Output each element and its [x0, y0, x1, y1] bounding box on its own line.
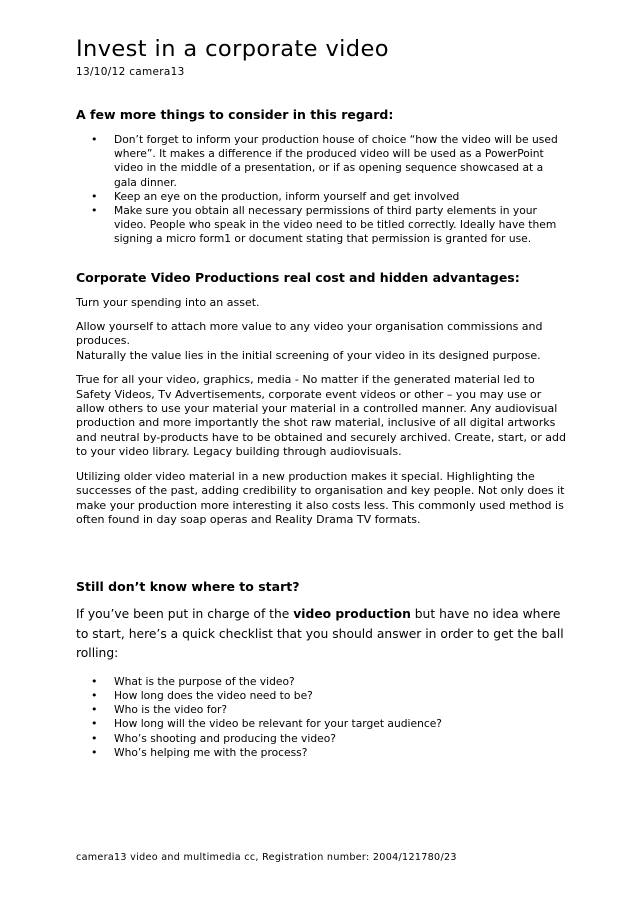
list-item: • Keep an eye on the production, inform yourself and get involved: [76, 190, 566, 204]
paragraph: Naturally the value lies in the initial screening of your video in its designed purpose.: [76, 348, 541, 362]
list-item: • Make sure you obtain all necessary permissions of third party elements in your video. People who speak in the video need to be titled correctly. Ideally have them signing a micro form1 or document stating that permission is granted for use.: [76, 204, 566, 247]
section-heading-costs: Corporate Video Productions real cost and hidden advantages:: [76, 269, 520, 285]
paragraph: [76, 605, 566, 664]
section-heading-start: Still don’t know where to start?: [76, 579, 300, 595]
list-item: • How long will the video be relevant for your target audience?: [76, 717, 566, 731]
paragraph: True for all your video, graphics, media - No matter if the generated material led to Safety Videos, Tv Advertisements, corporate event videos or other – you may use or allow others to use your material your material in a controlled manner. Any audiovisual production and more importantly the shot raw material, inclusive of all digital artworks and neutral by-products have to be obtained and securely archived. Create, start, or add to your video library. Legacy building through audiovisuals.: [76, 373, 566, 459]
list-item: • Who’s shooting and producing the video?: [76, 732, 566, 746]
checklist: [76, 675, 566, 760]
intro-bold-text: video production: [293, 607, 411, 622]
document-date-author: 13/10/12 camera13: [76, 66, 185, 78]
paragraph: Utilizing older video material in a new production makes it special. Highlighting the successes of the past, adding credibility to organisation and key people. Not only does it make your production more interesting it also costs less. This commonly used method is often found in day soap operas and Reality Drama TV formats.: [76, 469, 565, 526]
document-title: Invest in a corporate video: [76, 36, 389, 62]
list-item: • Don’t forget to inform your production house of choice “how the video will be used where”. It makes a difference if the produced video will be used as a PowerPoint video in the middle of a presentation, or if as opening sequence showcased at a gala dinner.: [76, 133, 566, 190]
page-footer: camera13 video and multimedia cc, Registration number: 2004/121780/23: [76, 852, 457, 863]
intro-text: If you’ve been put in charge of the: [76, 607, 294, 622]
paragraph: Turn your spending into an asset.: [76, 295, 260, 309]
list-item: • Who is the video for?: [76, 703, 566, 717]
intro-text: but have no idea where to start, here’s a quick checklist that you should answer in order to get the ball rolling:: [76, 607, 564, 661]
document-body: [76, 94, 566, 760]
section-heading-considerations: A few more things to consider in this regard:: [76, 107, 394, 122]
list-item: • What is the purpose of the video?: [76, 675, 566, 689]
paragraph: Allow yourself to attach more value to any video your organisation commissions and produces.: [76, 320, 543, 348]
list-item: • How long does the video need to be?: [76, 689, 566, 703]
list-item: • Who’s helping me with the process?: [76, 746, 566, 760]
considerations-list: [76, 133, 566, 247]
